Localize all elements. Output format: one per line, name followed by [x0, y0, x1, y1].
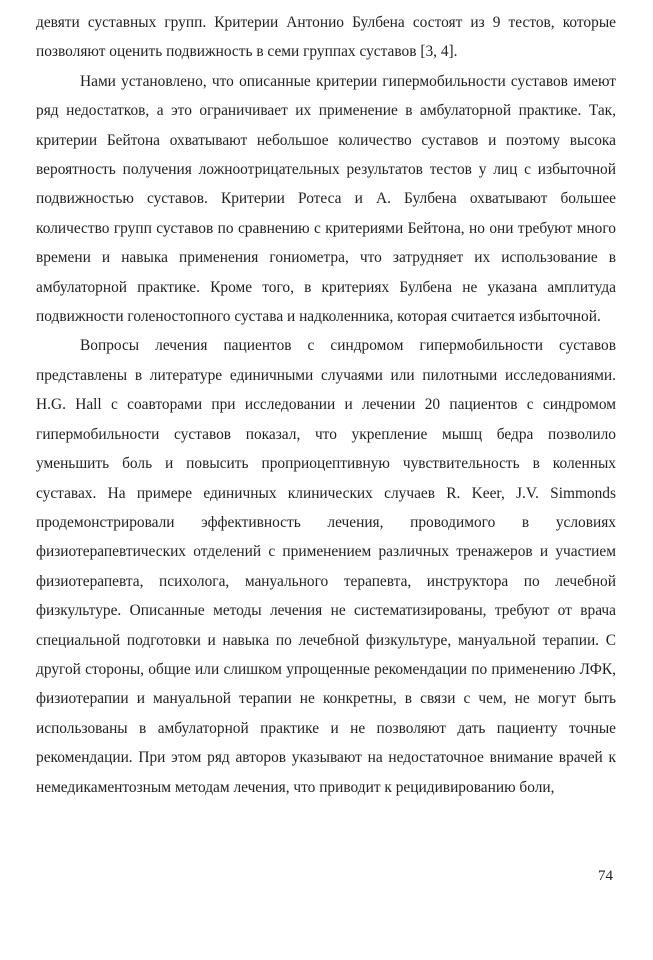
- paragraph-3: Вопросы лечения пациентов с синдромом гипермобильности суставов представлены в литературе единичными случаями или пилотными исследованиями. H.G. Hall с соавторами при исследовании и лечении 20 пациентов с синдромом гипермобильности суставов показал, что укрепление мышц бедра позволило уменьшить боль и повысить проприоцептивную чувствительность в коленных суставах. На примере единичных клинических случаев R. Keer, J.V. Simmonds продемонстрировали эффективность лечения, проводимого в условиях физиотерапевтических отделений с применением различных тренажеров и участием физиотерапевта, психолога, мануального терапевта, инструктора по лечебной физкультуре. Описанные методы лечения не систематизированы, требуют от врача специальной подготовки и навыка по лечебной физкультуре, мануальной терапии. С другой стороны, общие или слишком упрощенные рекомендации по применению ЛФК, физиотерапии и мануальной терапии не конкретны, в связи с чем, не могут быть использованы в амбулаторной практике и не позволяют дать пациенту точные рекомендации. При этом ряд авторов указывают на недостаточное внимание врачей к немедикаментозным методам лечения, что приводит к рецидивированию боли,: [36, 337, 616, 796]
- page-number: 74: [598, 868, 613, 884]
- paragraph-2: Нами установлено, что описанные критерии гипермобильности суставов имеют ряд недостатков, а это ограничивает их применение в амбулаторной практике. Так, критерии Бейтона охватывают небольшое количество суставов и поэтому высока вероятность получения ложноотрицательных результатов тестов у лиц с избыточной подвижностью суставов. Критерии Ротеса и А. Булбена охватывают большее количество групп суставов по сравнению с критериями Бейтона, но они требуют много времени и навыка применения гониометра, что затрудняет их использование в амбулаторной практике. Кроме того, в критериях Булбена не указана амплитуда подвижности голеностопного сустава и надколенника, которая считается избыточной.: [36, 72, 616, 326]
- document-page: [36, 8, 616, 802]
- paragraph-1: девяти суставных групп. Критерии Антонио Булбена состоят из 9 тестов, которые позволяют оценить подвижность в семи группах суставов [3, 4].: [36, 14, 616, 61]
